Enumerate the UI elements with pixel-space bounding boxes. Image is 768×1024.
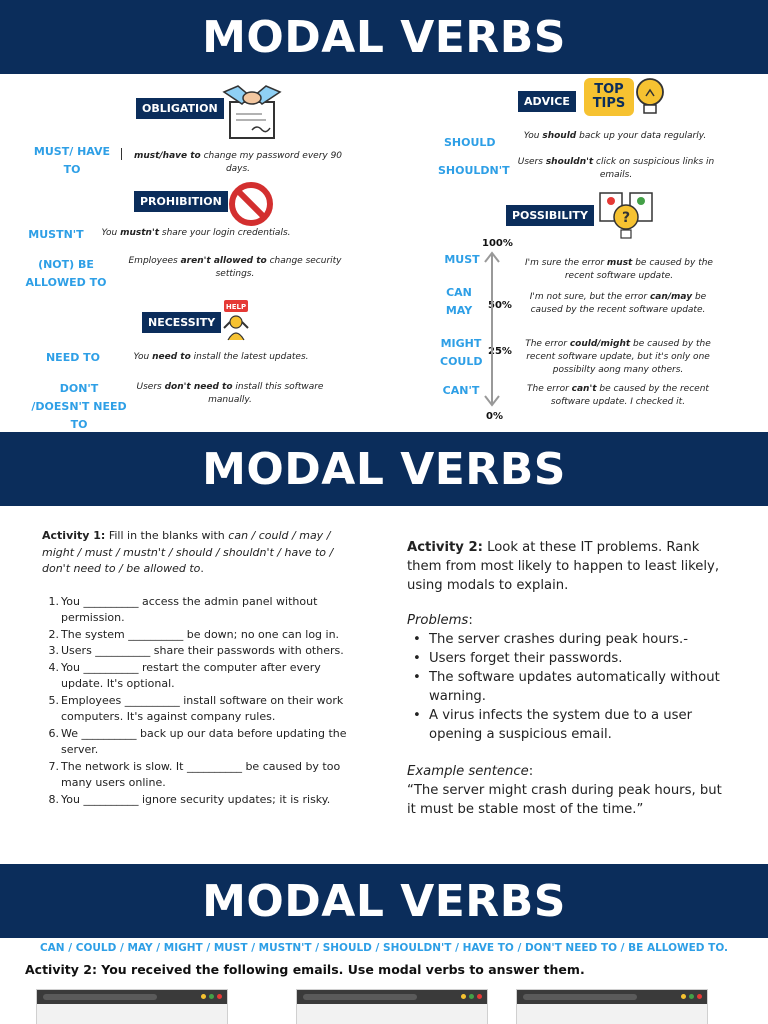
modal-not-be-allowed-to: (NOT) BE ALLOWED TO	[25, 258, 107, 289]
svg-text:?: ?	[621, 210, 631, 226]
example-heading: Example sentence:	[407, 764, 534, 779]
modal-need-to: NEED TO	[45, 351, 101, 364]
should-example: You should back up your data regularly.	[523, 131, 707, 141]
activity-1-item	[42, 660, 362, 693]
lightbulb-icon	[630, 74, 670, 118]
help-sign-label: HELP	[225, 303, 247, 311]
top-tips-label: TOP TIPS	[584, 78, 634, 116]
problem-item	[407, 706, 732, 744]
activity-1-item	[42, 594, 362, 627]
bullet-icon: •	[413, 651, 421, 666]
modal-mustnt: MUSTN'T	[28, 228, 84, 241]
problem-item	[407, 630, 732, 649]
activity-1-item	[42, 643, 362, 660]
modal-can-may: CAN MAY	[445, 286, 473, 317]
modals-list-line: CAN / COULD / MAY / MIGHT / MUST / MUSTN'T / SHOULD / SHOULDN'T / HAVE TO / DON'T NEED TO / BE ALLOWED TO.	[39, 942, 729, 954]
modal-dont-need-to: DON'T /DOESN'T NEED TO	[31, 382, 127, 431]
pct-50: 50%	[488, 300, 512, 311]
pct-0: 0%	[486, 411, 503, 422]
email-window-2[interactable]	[296, 989, 488, 1024]
possibility-tag: POSSIBILITY	[506, 205, 594, 226]
banner-title: MODAL VERBS	[0, 0, 768, 74]
item-number: 6.	[48, 726, 59, 740]
item-text: The network is slow. It __________ be caused by too many users online.	[61, 759, 341, 789]
bullet-icon: •	[413, 708, 421, 723]
pct-25: 25%	[488, 346, 512, 357]
modal-shouldnt: SHOULDN'T	[438, 164, 510, 177]
problems-heading: Problems:	[407, 613, 473, 628]
necessity-tag: NECESSITY	[142, 312, 221, 333]
activity-1	[42, 528, 362, 808]
modal-must: MUST	[444, 253, 480, 266]
activity-1-item	[42, 627, 362, 644]
bullet-icon: •	[413, 670, 421, 685]
bullet-icon: •	[413, 632, 421, 647]
obligation-tag: OBLIGATION	[136, 98, 224, 119]
text-cursor-mark	[121, 148, 124, 160]
shouldnt-example: Users shouldn't click on suspicious links in emails.	[517, 157, 715, 180]
allowed-example: Employees aren't allowed to change security settings.	[128, 256, 342, 279]
modal-cant: CAN'T	[442, 384, 480, 397]
activity-2-intro: Activity 2: Look at these IT problems. Rank them from most likely to happen to least likely, using modals to explain.	[407, 540, 720, 593]
banner-title-2: MODAL VERBS	[0, 432, 768, 506]
handshake-contract-icon	[222, 80, 282, 140]
item-text: You __________ access the admin panel without permission.	[61, 594, 318, 624]
item-number: 3.	[48, 644, 59, 657]
problem-item	[407, 649, 732, 668]
problem-text: The software updates automatically without warning.	[429, 670, 720, 704]
item-number: 1.	[48, 594, 59, 608]
can-may-example: I'm not sure, but the error can/may be caused by the recent software update.	[529, 292, 707, 315]
activity-1-list	[42, 594, 362, 809]
modal-must-have-to: MUST/ HAVE TO	[33, 145, 111, 176]
item-number: 7.	[48, 759, 59, 773]
activity-1-item	[42, 693, 362, 726]
item-text: Employees __________ install software on their work computers. It's against company rules.	[61, 693, 344, 723]
item-number: 5.	[48, 693, 59, 707]
activity-2	[407, 538, 732, 819]
prohibited-sign-icon	[228, 181, 274, 227]
mustnt-example: You mustn't share your login credentials.	[101, 228, 291, 238]
activity-2-emails-instruction: Activity 2: You received the following emails. Use modal verbs to answer them.	[25, 962, 585, 977]
item-text: We __________ back up our data before updating the server.	[61, 726, 347, 756]
item-text: Users __________ share their passwords with others.	[61, 644, 344, 657]
item-text: You __________ ignore security updates; it is risky.	[61, 792, 331, 806]
example-sentence: “The server might crash during peak hours, but it must be stable most of the time.”	[407, 783, 722, 817]
item-number: 8.	[48, 792, 59, 806]
must-example: I'm sure the error must be caused by the recent software update.	[525, 258, 713, 281]
activity-1-item	[42, 759, 362, 792]
activity-1-intro: Activity 1: Fill in the blanks with can / could / may / might / must / mustn't / should / shouldn't / have to / don't need to / be allowed to.	[42, 529, 334, 575]
item-text: You __________ restart the computer after every update. It's optional.	[61, 660, 321, 690]
modal-might-could: MIGHT COULD	[440, 337, 483, 368]
dont-need-to-example: Users don't need to install this software manually.	[136, 382, 324, 405]
item-text: The system __________ be down; no one can log in.	[61, 627, 340, 641]
need-to-example: You need to install the latest updates.	[133, 352, 309, 362]
problem-text: A virus infects the system due to a user opening a suspicious email.	[429, 708, 692, 742]
problem-text: Users forget their passwords.	[429, 651, 623, 666]
prohibition-tag: PROHIBITION	[134, 191, 228, 212]
email-window-1[interactable]	[36, 989, 228, 1024]
obligation-example: must/have to change my password every 90 days.	[133, 151, 343, 174]
modal-should: SHOULD	[444, 136, 496, 149]
problems-list	[407, 630, 732, 744]
probability-arrow	[482, 250, 502, 408]
advice-tag: ADVICE	[518, 91, 576, 112]
question-bulb-icon	[596, 189, 656, 243]
activity-1-item	[42, 726, 362, 759]
problem-text: The server crashes during peak hours.-	[429, 632, 688, 647]
problem-item	[407, 668, 732, 706]
item-number: 2.	[48, 627, 59, 641]
pct-100: 100%	[482, 238, 513, 249]
cant-example: The error can't be caused by the recent software update. I checked it.	[527, 384, 709, 407]
banner-title-3: MODAL VERBS	[0, 864, 768, 938]
email-window-3[interactable]	[516, 989, 708, 1024]
item-number: 4.	[48, 660, 59, 674]
top-tips-badge	[584, 74, 670, 120]
activity-1-item	[42, 792, 362, 809]
help-person-icon	[218, 298, 254, 342]
might-could-example: The error could/might be caused by the recent software update, but it's only one possibilty aong many others.	[525, 339, 711, 375]
